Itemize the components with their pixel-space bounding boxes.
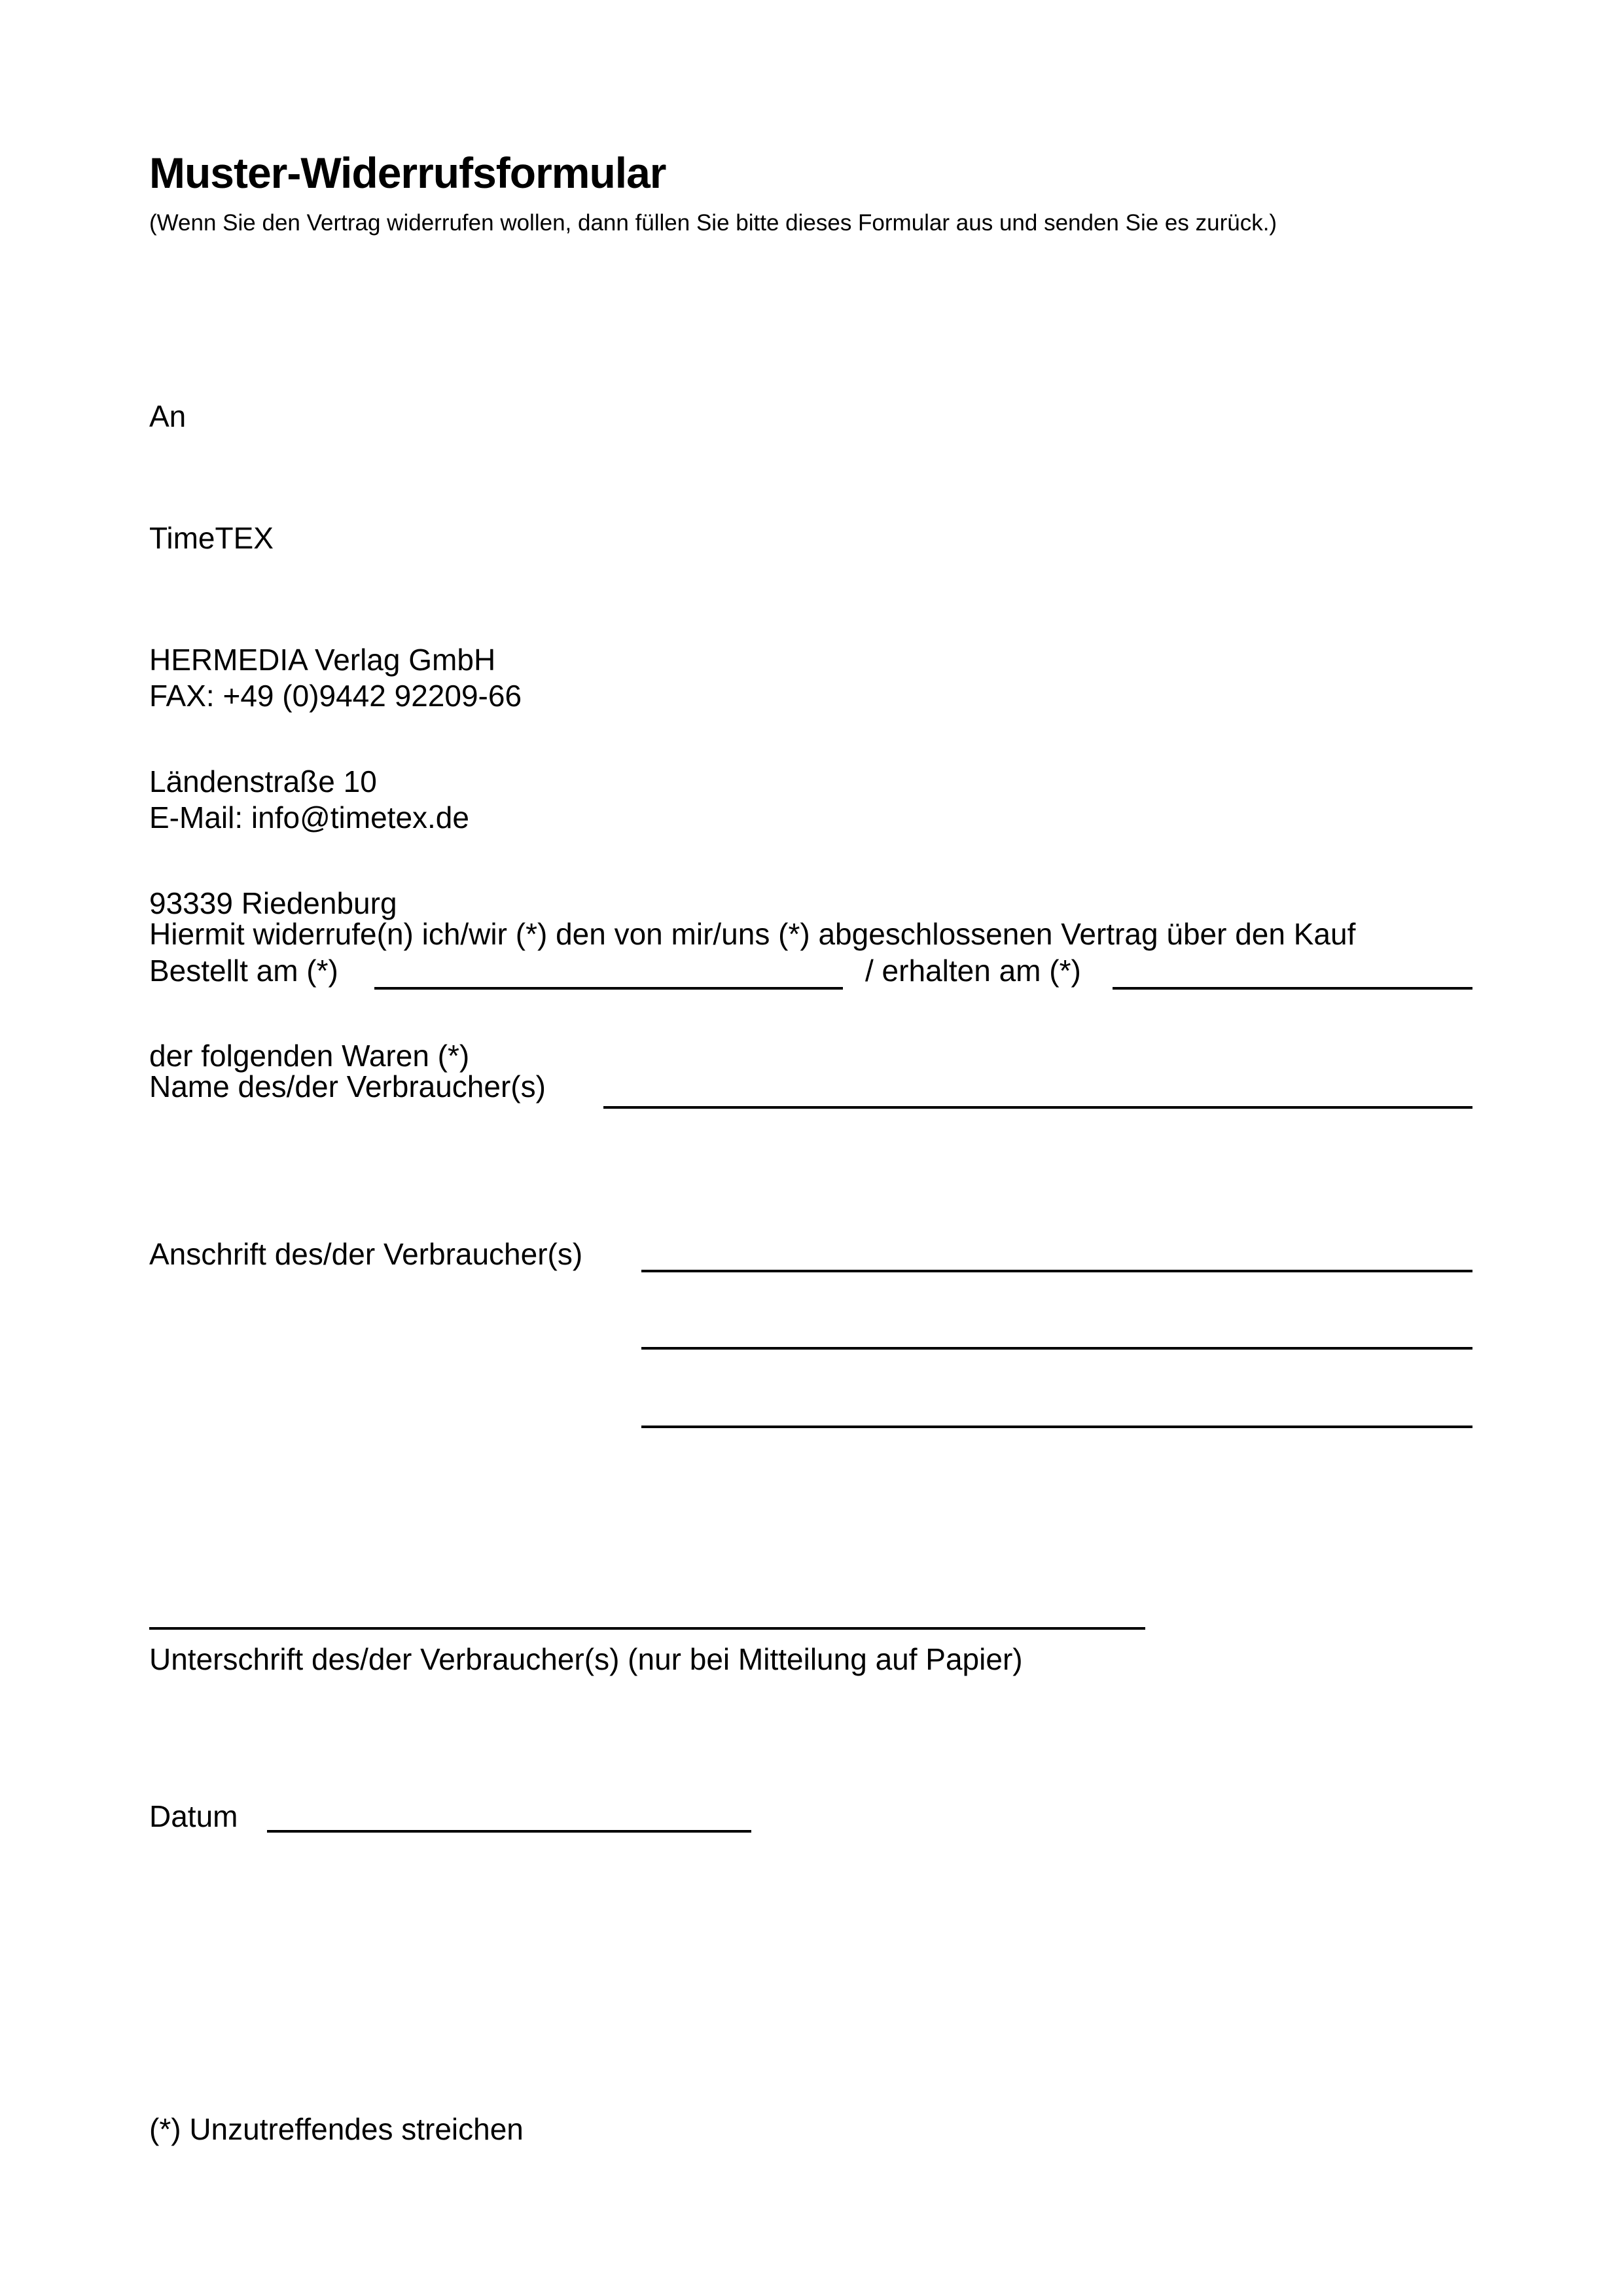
recipient-line-publisher: HERMEDIA Verlag GmbH	[149, 643, 496, 677]
recipient-line-company: TimeTEX	[149, 521, 274, 555]
ordered-date-blank	[374, 987, 843, 990]
declaration-line-1: Hiermit widerrufe(n) ich/wir (*) den von mir/uns (*) abgeschlossenen Vertrag über den Kauf	[149, 917, 1356, 951]
consumer-address-blank-2	[641, 1347, 1472, 1350]
ordered-on-label: Bestellt am (*)	[149, 954, 338, 988]
recipient-line-street: Ländenstraße 10	[149, 764, 377, 798]
page-title: Muster-Widerrufsformular	[149, 149, 666, 197]
consumer-address-label: Anschrift des/der Verbraucher(s)	[149, 1237, 583, 1271]
consumer-address-blank-1	[641, 1270, 1472, 1272]
received-on-label: / erhalten am (*)	[865, 954, 1081, 988]
recipient-line-city: 93339 Riedenburg	[149, 886, 397, 920]
fax-line: FAX: +49 (0)9442 92209-66	[149, 679, 522, 713]
page-subtitle: (Wenn Sie den Vertrag widerrufen wollen, dann füllen Sie bitte dieses Formular aus und senden Sie es zurück.)	[149, 210, 1277, 236]
date-blank	[267, 1830, 751, 1833]
recipient-line-an: An	[149, 399, 187, 433]
consumer-name-blank	[603, 1106, 1472, 1109]
date-label: Datum	[149, 1799, 238, 1833]
consumer-address-blank-3	[641, 1426, 1472, 1428]
declaration-line-2: der folgenden Waren (*)	[149, 1039, 470, 1073]
footnote: (*) Unzutreffendes streichen	[149, 2112, 524, 2146]
email-line: E-Mail: info@timetex.de	[149, 800, 469, 834]
received-date-blank	[1113, 987, 1472, 990]
signature-label: Unterschrift des/der Verbraucher(s) (nur bei Mitteilung auf Papier)	[149, 1642, 1023, 1676]
signature-blank	[149, 1627, 1145, 1630]
consumer-name-label: Name des/der Verbraucher(s)	[149, 1069, 546, 1103]
